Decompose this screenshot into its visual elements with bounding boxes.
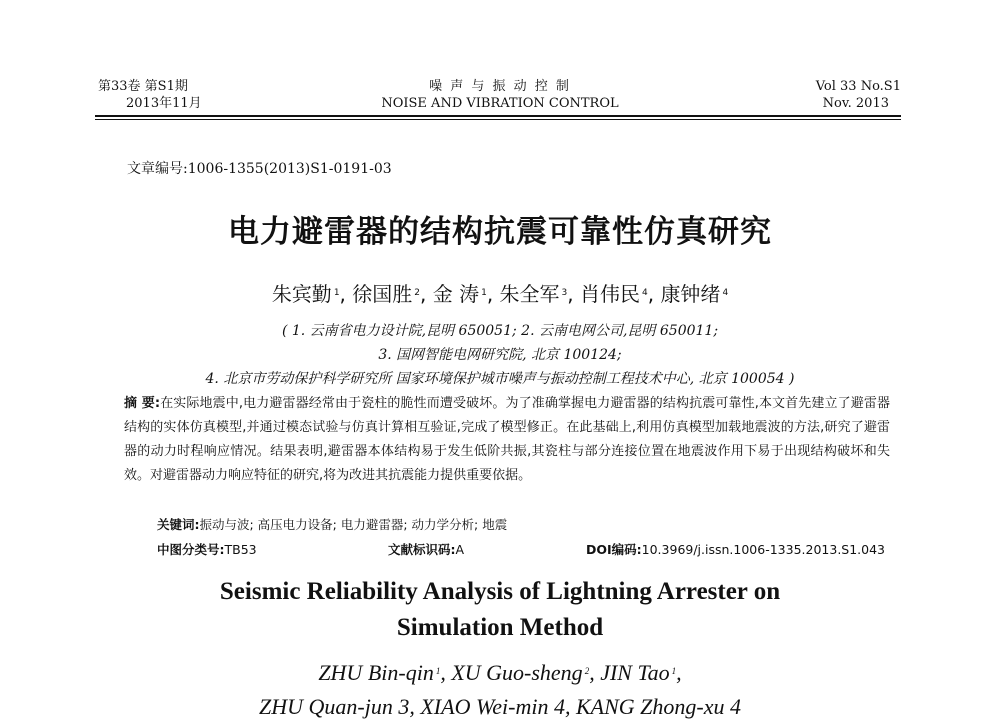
abstract — [124, 392, 890, 488]
abstract-text: 在实际地震中,电力避雷器经常由于瓷柱的脆性而遭受破坏。为了准确掌握电力避雷器的结构抗震可靠性,本文首先建立了避雷器结构的实体仿真模型,并通过模态试验与仿真计算相互验证,完成了模型修正。在此基础上,利用仿真模型加载地震波的方法,研究了避雷器的动力时程响应情况。结果表明,避雷器本体结构易于发生低阶共振,其瓷柱与部分连接位置在地震波作用下易于出现结构破坏和失效。对避雷器动力响应特征的研究,将为改进其抗震能力提供重要依据。 — [124, 396, 890, 483]
authors-zh: 朱宾勤 $^1$, 徐国胜 $^2$, 金 涛 $^1$, 朱全军 $^3$, 肖伟民 $^4$, 康钟绪 $^4$ — [271, 282, 729, 306]
author-zh: 徐国胜 — [352, 282, 413, 306]
affiliation-line: 3. 国网智能电网研究院, 北京 100124; — [378, 347, 622, 363]
affiliation-line: 4. 北京市劳动保护科学研究所 国家环境保护城市噪声与振动控制工程技术中心, 北京 100054 ) — [205, 371, 795, 387]
keywords-label: 关键词: — [157, 517, 200, 532]
author-zh: 朱全军 — [499, 282, 560, 306]
article-number: 文章编号:1006-1355(2013)S1-0191-03 — [127, 161, 392, 177]
authors-en: ZHU Bin-qin $^1$, XU Guo-sheng $^2$, JIN Tao $^1$, — [318, 660, 682, 685]
doi: DOI编码:10.3969/j.issn.1006-1335.2013.S1.043 — [586, 542, 886, 557]
keywords-text: 振动与波; 高压电力设备; 电力避雷器; 动力学分析; 地震 — [199, 517, 508, 532]
date-en: Nov. 2013 — [822, 96, 889, 111]
volume-en: Vol 33 No.S1 — [815, 79, 901, 94]
author-zh: 肖伟民 — [579, 282, 640, 306]
authors-en-line2: ZHU Quan-jun 3, XIAO Wei-min 4, KANG Zhong-xu 4 — [259, 694, 741, 719]
author-zh: 朱宾勤 — [271, 282, 332, 306]
title-zh: 电力避雷器的结构抗震可靠性仿真研究 — [228, 214, 772, 250]
abstract-label: 摘 要: — [124, 396, 161, 411]
volume-issue: 第33卷 第S1期 — [98, 79, 188, 94]
title-en-line1: Seismic Reliability Analysis of Lightning Arrester on — [219, 578, 781, 605]
document-code: 文献标识码:A — [388, 542, 465, 557]
title-en-line2: Simulation Method — [396, 614, 604, 641]
journal-name-zh: 噪 声 与 振 动 控 制 — [429, 79, 571, 94]
affiliation-line: ( 1. 云南省电力设计院,昆明 650051; 2. 云南电网公司,昆明 650011; — [281, 323, 719, 339]
keywords — [157, 515, 507, 533]
journal-name-en: NOISE AND VIBRATION CONTROL — [381, 96, 619, 111]
author-zh: 康钟绪 — [660, 282, 721, 306]
header-rule-thick — [95, 115, 901, 117]
clc-code: 中图分类号:TB53 — [157, 542, 257, 557]
header-rule-thin — [95, 119, 901, 120]
issue-date: 2013年11月 — [126, 96, 202, 111]
author-zh: 金 涛 — [432, 282, 480, 306]
